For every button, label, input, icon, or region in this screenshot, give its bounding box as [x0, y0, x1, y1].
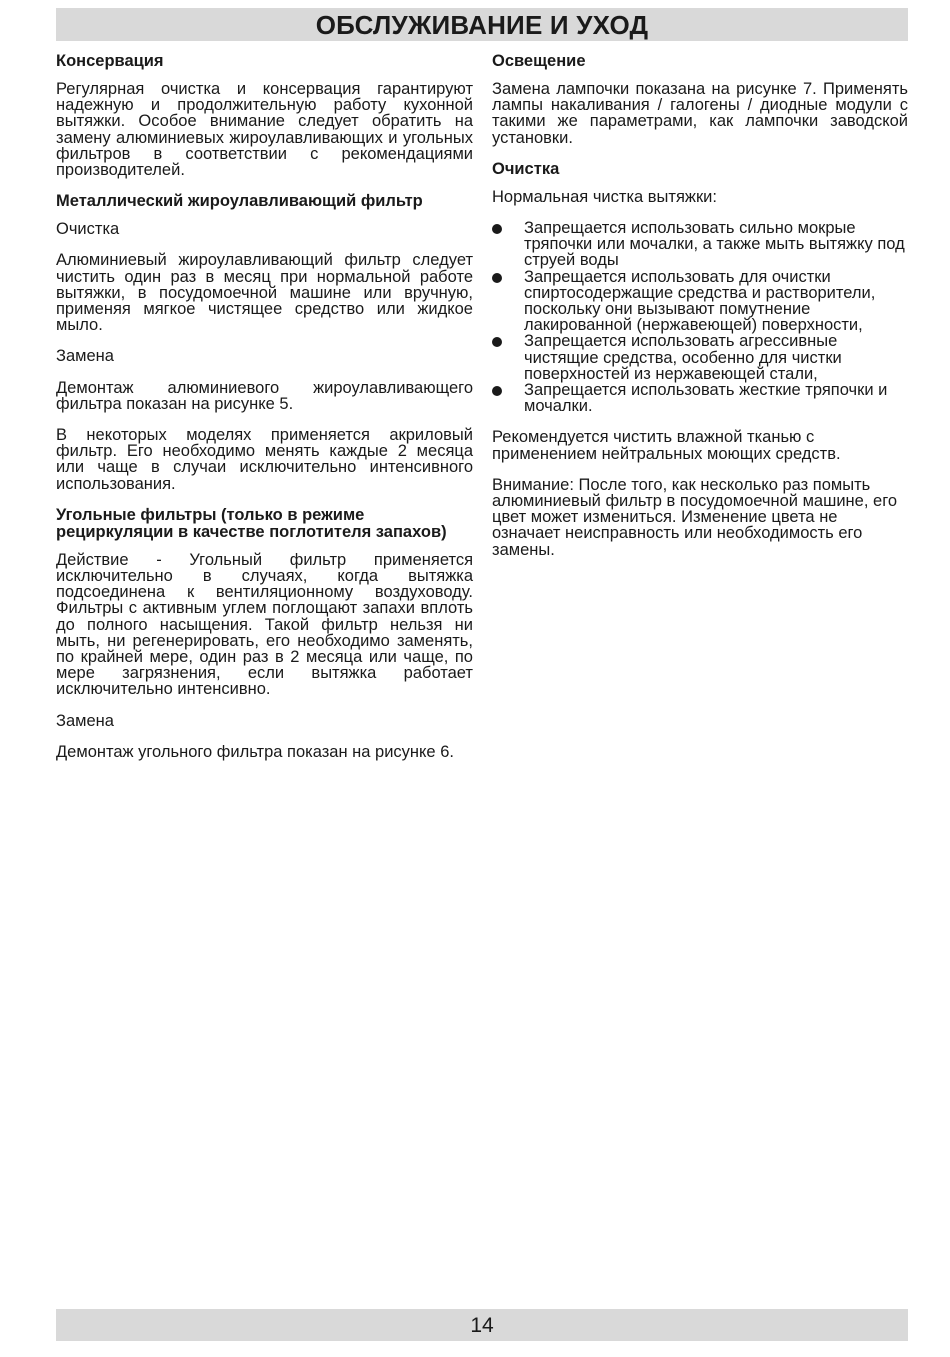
heading-carbon-filters: Угольные фильтры (только в режиме рециркуляции в качестве поглотителя запахов) [56, 505, 447, 541]
subheading-cleaning: Очистка [56, 220, 120, 239]
list-item-text: Запрещается использовать сильно мокрые тряпочки или мочалки, а также мыть вытяжку под струей воды [524, 219, 905, 270]
paragraph-metal-cleaning: Алюминиевый жироулавливающий фильтр следует чистить один раз в месяц при нормальной работе вытяжки, в посудомоечной машине или вручную, применяя мягкое чистящее средство или жидкое мыло. [56, 251, 473, 335]
bullet-icon [492, 386, 502, 396]
bullet-icon [492, 224, 502, 234]
list-item [492, 382, 908, 414]
page-number: 14 [56, 1309, 908, 1341]
paragraph-normal-cleaning: Нормальная чистка вытяжки: [492, 187, 717, 206]
paragraph-carbon-action: Действие - Угольный фильтр применяется исключительно в случаях, когда вытяжка подсоединена к вентиляционному воздуховоду. Фильтры с активным углем поглощают запахи вплоть до полного насыщения. Такой фильтр нельзя ни мыть, ни регенерировать, его необходимо заменять, по крайней мере, один раз в 2 месяца или чаще, по мере загрязнения, если вытяжка работает исключительно интенсивно. [56, 550, 473, 699]
subheading-replacement: Замена [56, 711, 114, 730]
heading-conservation: Консервация [56, 52, 164, 70]
paragraph-attention: Внимание: После того, как несколько раз помыть алюминиевый фильтр в посудомоечной машине, его цвет может измениться. Изменение цвета не означает неисправность или необходимость его замены. [492, 475, 898, 559]
left-column [56, 53, 473, 775]
paragraph-carbon-replacement: Демонтаж угольного фильтра показан на рисунке 6. [56, 742, 454, 761]
list-item-text: Запрещается использовать агрессивные чистящие средства, особенно для чистки поверхностей из нержавеющей стали, [524, 332, 842, 383]
heading-lighting: Освещение [492, 52, 586, 70]
prohibitions-list [492, 220, 908, 414]
paragraph-acrylic-filter: В некоторых моделях применяется акриловый фильтр. Его необходимо менять каждые 2 месяца или чаще в случаи исключительно интенсивного использования. [56, 426, 473, 493]
list-item [492, 220, 908, 269]
paragraph-metal-replacement: Демонтаж алюминиевого жироулавливающего фильтра показан на рисунке 5. [56, 378, 473, 413]
bullet-icon [492, 337, 502, 347]
subheading-replacement: Замена [56, 347, 114, 366]
paragraph-conservation: Регулярная очистка и консервация гарантируют надежную и продолжительную работу кухонной вытяжки. Особое внимание следует обратить на замену алюминиевых жироулавливающих и угольных фильтров в соответствии с рекомендациями производителей. [56, 80, 473, 180]
list-item-text: Запрещается использовать жесткие тряпочки и мочалки. [524, 381, 888, 416]
list-item [492, 269, 908, 334]
list-item [492, 333, 908, 382]
page-title: ОБСЛУЖИВАНИЕ И УХОД [56, 8, 908, 41]
paragraph-lighting: Замена лампочки показана на рисунке 7. Применять лампы накаливания / галогены / диодные модули с такими же параметрами, как лампочки заводской установки. [492, 80, 908, 147]
bullet-icon [492, 273, 502, 283]
paragraph-recommendation: Рекомендуется чистить влажной тканью с применением нейтральных моющих средств. [492, 428, 841, 463]
list-item-text: Запрещается использовать для очистки спиртосодержащие средства и растворители, поскольку они вызывают помутнение лакированной (нержавеющей) поверхности, [524, 267, 876, 335]
right-column [492, 53, 908, 573]
heading-cleaning: Очистка [492, 159, 560, 178]
heading-metal-filter: Металлический жироулавливающий фильтр [56, 192, 423, 211]
